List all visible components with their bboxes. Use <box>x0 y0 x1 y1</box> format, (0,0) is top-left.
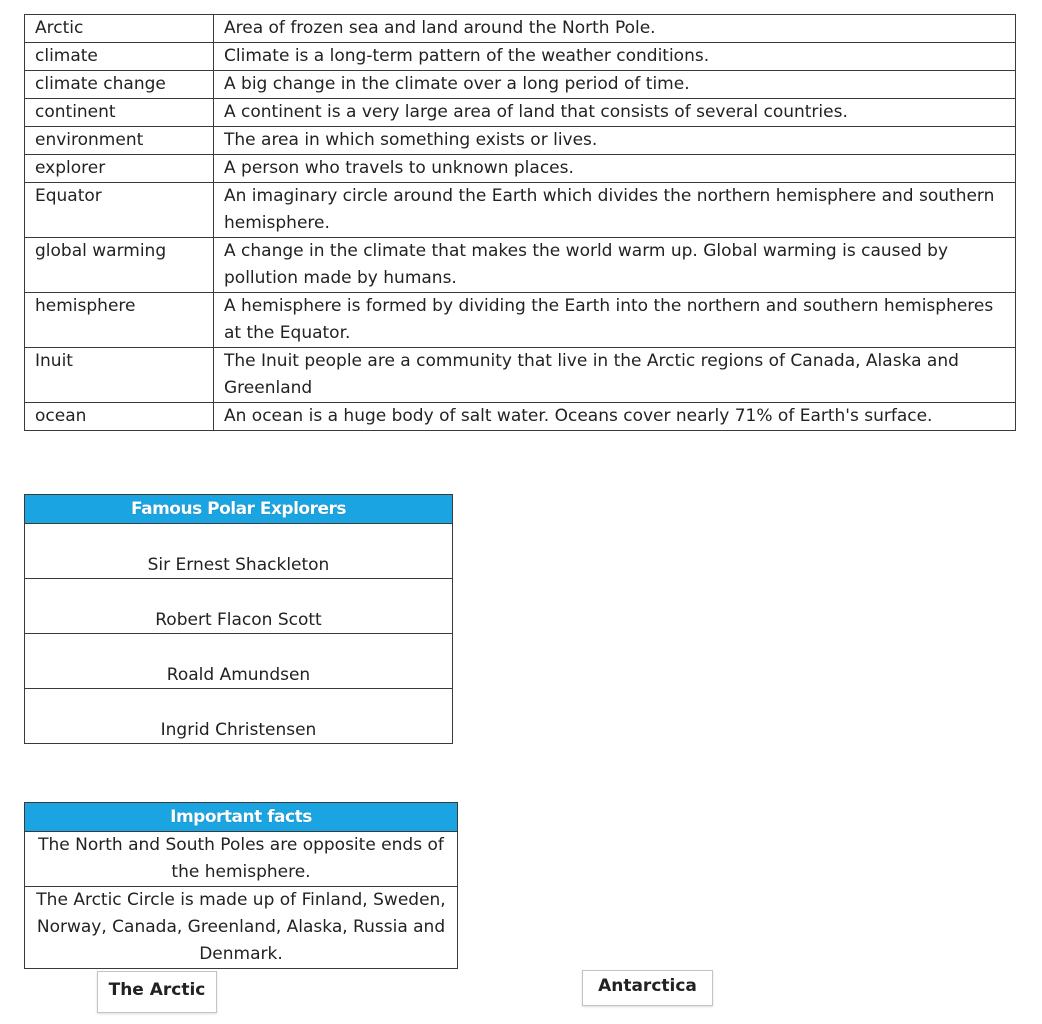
glossary-definition: The Inuit people are a community that live in the Arctic regions of Canada, Alaska and Greenland <box>214 348 1016 403</box>
table-row <box>25 293 1016 348</box>
table-row <box>25 403 1016 431</box>
glossary-definition: A continent is a very large area of land that consists of several countries. <box>214 99 1016 127</box>
glossary-table <box>24 14 1016 431</box>
explorer-name: Roald Amundsen <box>25 634 453 689</box>
explorers-heading: Famous Polar Explorers <box>25 495 453 524</box>
table-row <box>25 634 453 689</box>
table-row <box>25 99 1016 127</box>
glossary-term: Equator <box>25 183 214 238</box>
glossary-term: Arctic <box>25 15 214 43</box>
table-row <box>25 238 1016 293</box>
glossary-term: Inuit <box>25 348 214 403</box>
table-row <box>25 348 1016 403</box>
glossary-definition: An ocean is a huge body of salt water. Oceans cover nearly 71% of Earth's surface. <box>214 403 1016 431</box>
glossary-term: hemisphere <box>25 293 214 348</box>
facts-heading: Important facts <box>25 803 458 832</box>
glossary-term: climate change <box>25 71 214 99</box>
table-row <box>25 71 1016 99</box>
table-header-row <box>25 803 458 832</box>
fact-item: The Arctic Circle is made up of Finland, Sweden, Norway, Canada, Greenland, Alaska, Russia and Denmark. <box>25 887 458 969</box>
table-row <box>25 524 453 579</box>
facts-table <box>24 802 458 969</box>
explorer-name: Robert Flacon Scott <box>25 579 453 634</box>
glossary-definition: Area of frozen sea and land around the North Pole. <box>214 15 1016 43</box>
glossary-definition: A big change in the climate over a long period of time. <box>214 71 1016 99</box>
glossary-term: climate <box>25 43 214 71</box>
glossary-definition: Climate is a long-term pattern of the weather conditions. <box>214 43 1016 71</box>
glossary-term: explorer <box>25 155 214 183</box>
glossary-definition: A person who travels to unknown places. <box>214 155 1016 183</box>
explorer-name: Sir Ernest Shackleton <box>25 524 453 579</box>
glossary-definition: A change in the climate that makes the world warm up. Global warming is caused by pollution made by humans. <box>214 238 1016 293</box>
fact-item: The North and South Poles are opposite ends of the hemisphere. <box>25 832 458 887</box>
table-row <box>25 689 453 744</box>
glossary-term: environment <box>25 127 214 155</box>
glossary-term: ocean <box>25 403 214 431</box>
table-row <box>25 15 1016 43</box>
table-row <box>25 43 1016 71</box>
glossary-definition: The area in which something exists or lives. <box>214 127 1016 155</box>
glossary-definition: A hemisphere is formed by dividing the Earth into the northern and southern hemispheres at the Equator. <box>214 293 1016 348</box>
antarctica-label[interactable]: Antarctica <box>582 970 713 1006</box>
arctic-label[interactable]: The Arctic <box>97 971 217 1013</box>
table-row <box>25 579 453 634</box>
table-row <box>25 887 458 969</box>
explorers-table <box>24 494 453 744</box>
table-row <box>25 155 1016 183</box>
table-header-row <box>25 495 453 524</box>
glossary-definition: An imaginary circle around the Earth which divides the northern hemisphere and southern hemisphere. <box>214 183 1016 238</box>
glossary-term: continent <box>25 99 214 127</box>
table-row <box>25 127 1016 155</box>
explorer-name: Ingrid Christensen <box>25 689 453 744</box>
table-row <box>25 183 1016 238</box>
table-row <box>25 832 458 887</box>
glossary-term: global warming <box>25 238 214 293</box>
